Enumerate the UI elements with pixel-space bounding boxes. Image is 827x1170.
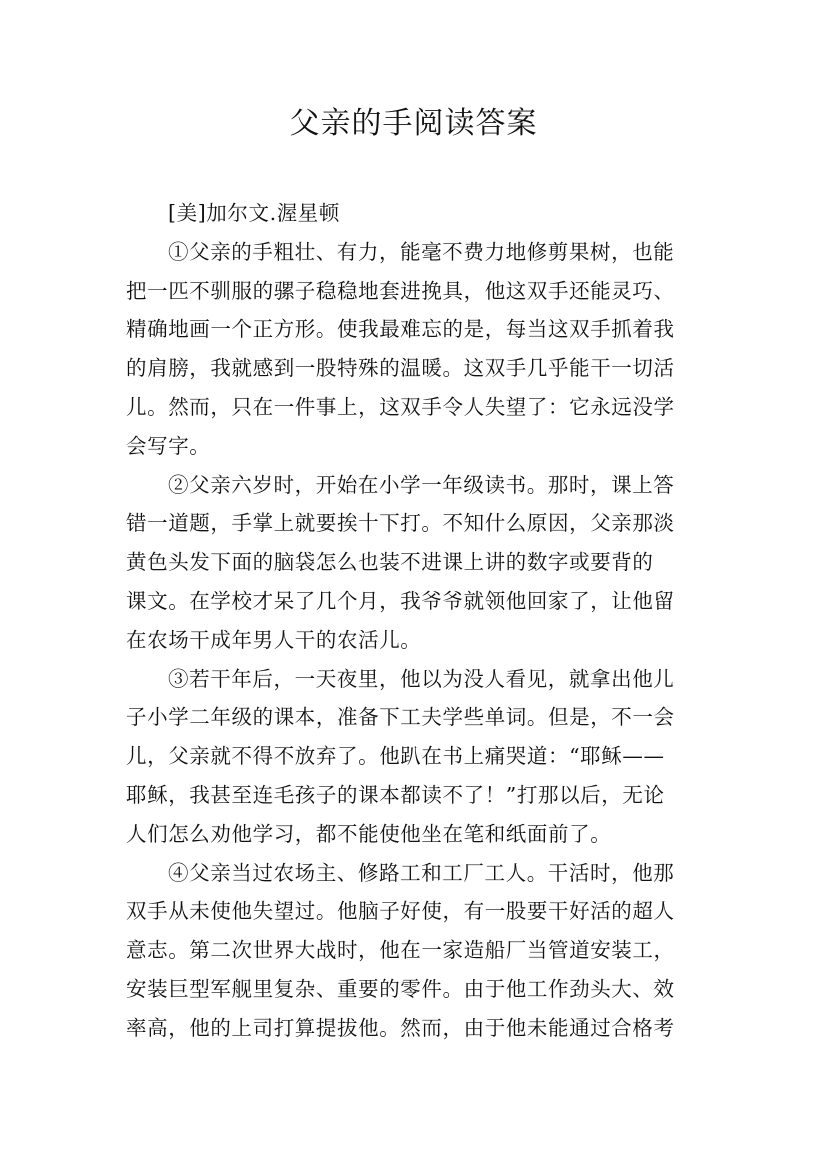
text-line: 双手从未使他失望过。他脑子好使，有一股要干好活的超人 (126, 899, 675, 924)
text-line: 儿。然而，只在一件事上，这双手令人失望了：它永远没学 (126, 394, 675, 419)
text-line: 儿，父亲就不得不放弃了。他趴在书上痛哭道：“耶稣—— (126, 744, 665, 769)
text-line: 把一匹不驯服的骡子稳稳地套进挽具，他这双手还能灵巧、 (126, 278, 675, 303)
text-line: 精确地画一个正方形。使我最难忘的是，每当这双手抓着我 (126, 317, 675, 342)
text-line: 的肩膀，我就感到一股特殊的温暖。这双手几乎能干一切活 (126, 356, 675, 381)
text-line: 人们怎么劝他学习，都不能使他坐在笔和纸面前了。 (126, 821, 612, 846)
text-line: ②父亲六岁时，开始在小学一年级读书。那时，课上答 (168, 472, 675, 497)
text-line: 错一道题，手掌上就要挨十下打。不知什么原因，父亲那淡 (126, 511, 675, 536)
text-line: 会写字。 (126, 433, 211, 458)
text-line: 耶稣，我甚至连毛孩子的课本都读不了！”打那以后，无论 (126, 782, 665, 807)
text-line: 子小学二年级的课本，准备下工夫学些单词。但是，不一会 (126, 705, 675, 730)
text-line: 课文。在学校才呆了几个月，我爷爷就领他回家了，让他留 (126, 588, 675, 613)
text-line: ④父亲当过农场主、修路工和工厂工人。干活时，他那 (168, 860, 675, 885)
author-line: [美]加尔文.渥星顿 (168, 201, 341, 225)
text-line: ①父亲的手粗壮、有力，能毫不费力地修剪果树，也能 (168, 239, 675, 264)
text-line: 安装巨型军舰里复杂、重要的零件。由于他工作劲头大、效 (126, 976, 675, 1001)
text-line: 意志。第二次世界大战时，他在一家造船厂当管道安装工， (126, 938, 675, 963)
page-title: 父亲的手阅读答案 (289, 106, 538, 141)
text-line: 在农场干成年男人干的农活儿。 (126, 627, 422, 652)
article-body (126, 194, 716, 1048)
text-line: 黄色头发下面的脑袋怎么也装不进课上讲的数字或要背的 (126, 550, 654, 575)
text-line: 率高，他的上司打算提拔他。然而，由于他未能通过合格考 (126, 1015, 675, 1040)
text-line: ③若干年后，一天夜里，他以为没人看见，就拿出他儿 (168, 666, 675, 691)
